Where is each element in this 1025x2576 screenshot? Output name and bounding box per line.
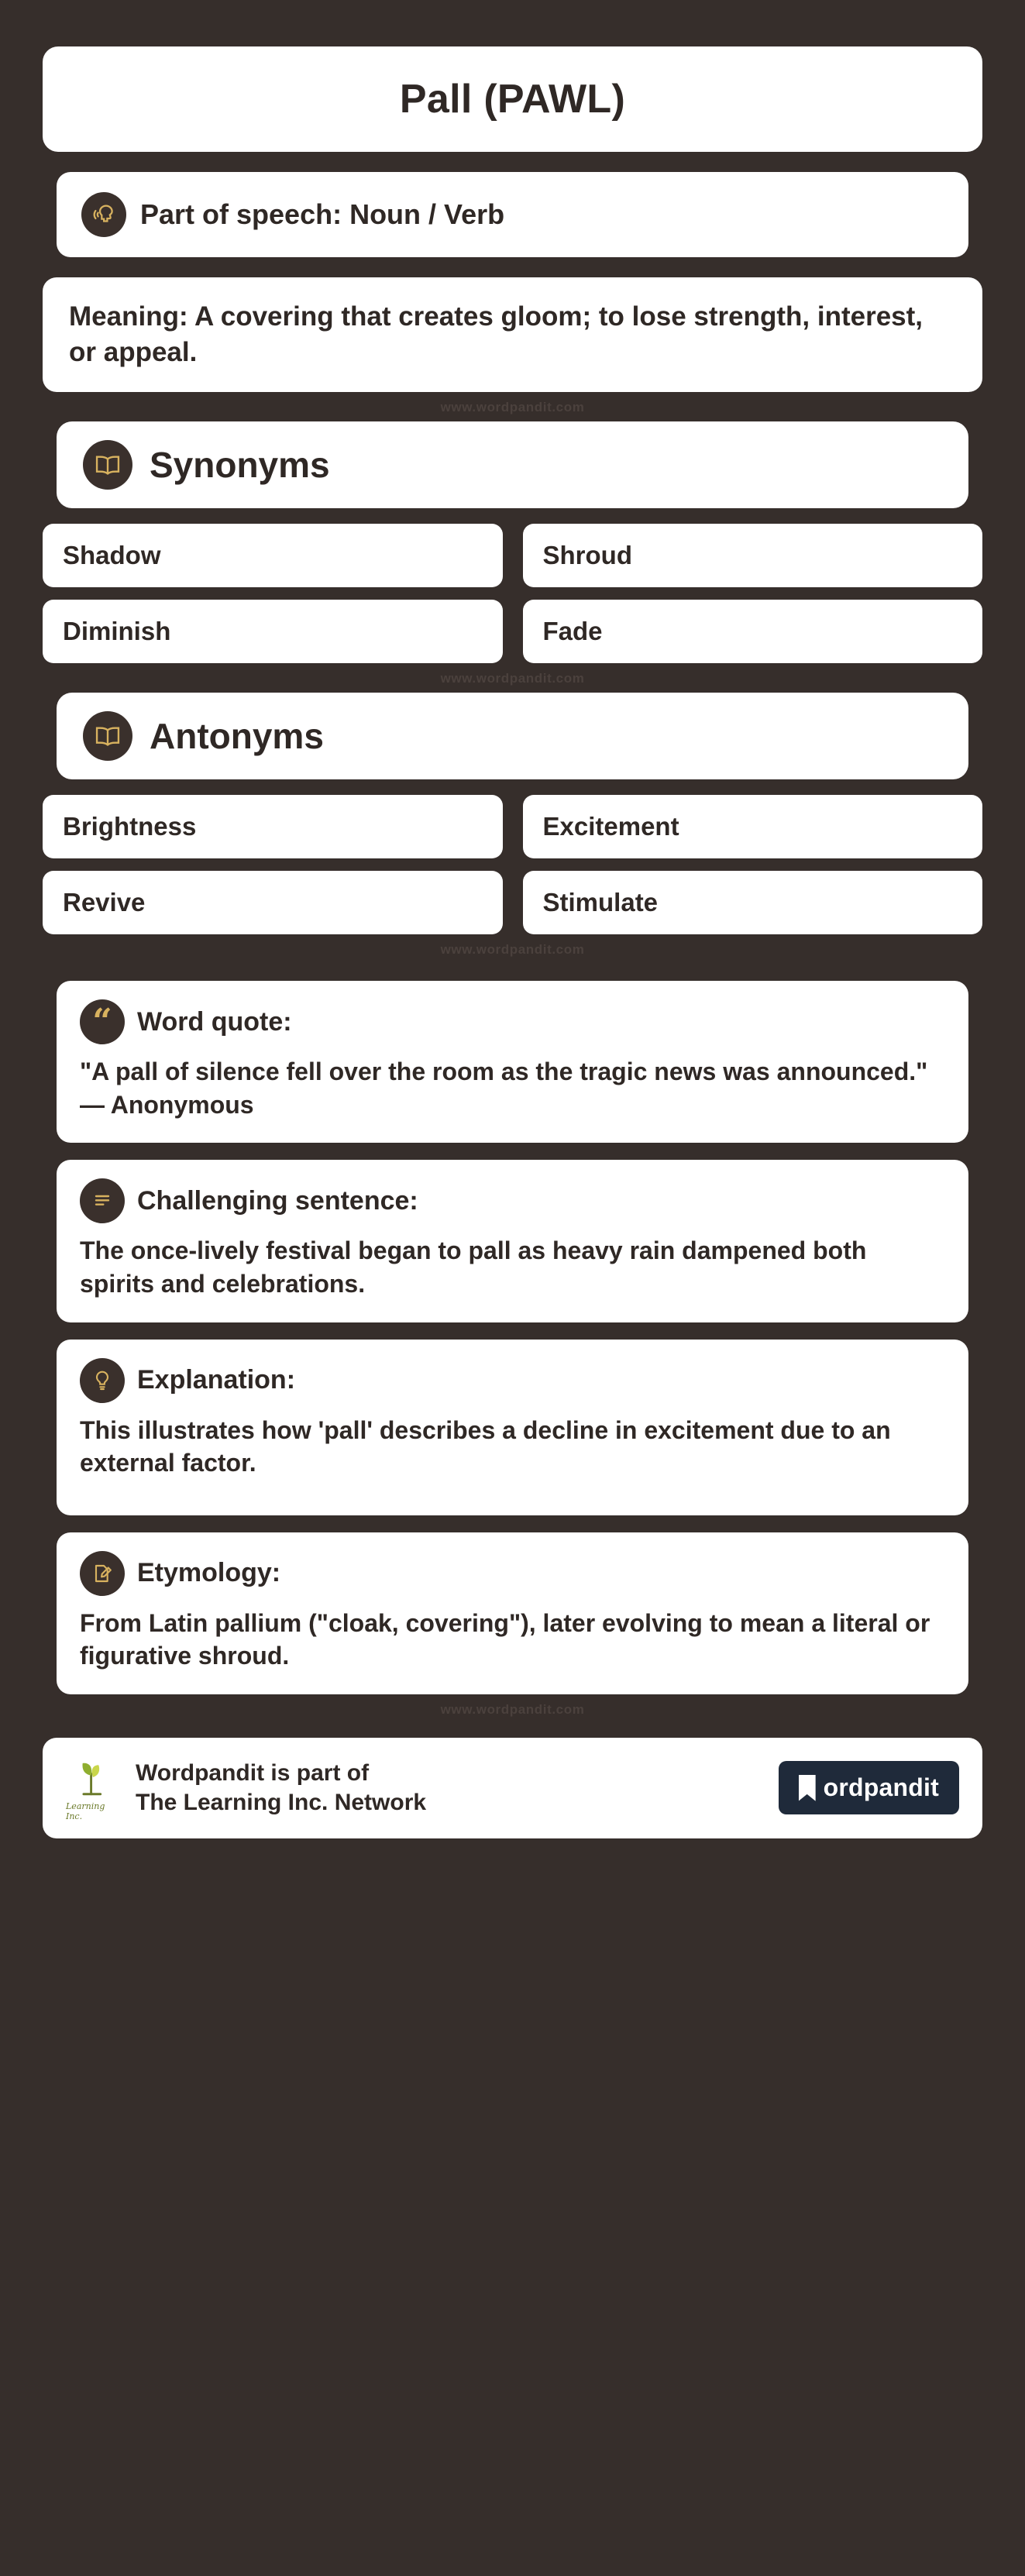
explanation-card	[57, 1340, 968, 1515]
list-item: Shroud	[523, 524, 983, 587]
etymology-heading: Etymology:	[137, 1558, 281, 1588]
explanation-header	[80, 1358, 945, 1403]
list-item: Excitement	[523, 795, 983, 858]
etymology-card	[57, 1532, 968, 1694]
synonyms-header-card	[57, 421, 968, 508]
text-lines-icon	[80, 1178, 125, 1223]
logo-caption: Learning Inc.	[66, 1800, 105, 1821]
wordpandit-brand-badge[interactable]	[779, 1761, 959, 1814]
footer-text	[136, 1759, 426, 1817]
word-quote-text: "A pall of silence fell over the room as the tragic news was announced." — Anonymous	[80, 1058, 928, 1119]
antonyms-column-right	[523, 795, 983, 934]
part-of-speech-text: Part of speech: Noun / Verb	[140, 198, 505, 230]
antonyms-column-left	[43, 795, 503, 934]
word-quote-heading: Word quote:	[137, 1006, 292, 1037]
challenging-sentence-text: The once-lively festival began to pall as heavy rain dampened both spirits and celebrations.	[80, 1236, 867, 1298]
lightbulb-icon	[80, 1358, 125, 1403]
antonyms-list	[43, 795, 982, 934]
synonyms-column-left	[43, 524, 503, 663]
quote-icon	[80, 999, 125, 1044]
learning-inc-logo-icon	[66, 1755, 120, 1821]
open-book-icon	[83, 440, 132, 490]
list-item: Diminish	[43, 600, 503, 663]
etymology-header	[80, 1551, 945, 1596]
synonyms-list	[43, 524, 982, 663]
word-title-card	[43, 46, 982, 152]
word-quote-card	[57, 981, 968, 1143]
list-item: Fade	[523, 600, 983, 663]
footer-left	[66, 1755, 426, 1821]
speaking-head-icon	[81, 192, 126, 237]
explanation-heading: Explanation:	[137, 1365, 296, 1395]
watermark-4: www.wordpandit.com	[440, 1701, 585, 1717]
quote-glyph: “	[92, 1002, 112, 1042]
watermark-1: www.wordpandit.com	[440, 400, 585, 415]
bookmark-icon	[799, 1775, 816, 1801]
watermark-3: www.wordpandit.com	[440, 942, 585, 958]
antonyms-header-card	[57, 693, 968, 779]
watermark-2: www.wordpandit.com	[440, 671, 585, 686]
challenging-sentence-card	[57, 1160, 968, 1322]
footer-card	[43, 1738, 982, 1838]
synonyms-column-right	[523, 524, 983, 663]
antonyms-heading: Antonyms	[150, 716, 324, 757]
meaning-text: Meaning: A covering that creates gloom; to lose strength, interest, or appeal.	[69, 301, 924, 368]
footer-line-2: The Learning Inc. Network	[136, 1789, 427, 1815]
etymology-text: From Latin pallium ("cloak, covering"), later evolving to mean a literal or figurative shroud.	[80, 1608, 930, 1670]
footer-line-1: Wordpandit is part of	[136, 1760, 370, 1787]
list-item: Stimulate	[523, 871, 983, 934]
part-of-speech-card	[57, 172, 968, 257]
list-item: Revive	[43, 871, 503, 934]
open-book-icon	[83, 711, 132, 761]
writing-hand-icon	[80, 1551, 125, 1596]
brand-name: ordpandit	[823, 1773, 939, 1802]
word-quote-header	[80, 999, 945, 1044]
explanation-text: This illustrates how 'pall' describes a decline in excitement due to an external factor.	[80, 1415, 891, 1477]
list-item: Shadow	[43, 524, 503, 587]
challenging-sentence-header	[80, 1178, 945, 1223]
synonyms-heading: Synonyms	[150, 445, 330, 486]
list-item: Brightness	[43, 795, 503, 858]
page-title: Pall (PAWL)	[399, 77, 626, 122]
challenging-sentence-heading: Challenging sentence:	[137, 1185, 418, 1216]
meaning-card	[43, 277, 982, 392]
